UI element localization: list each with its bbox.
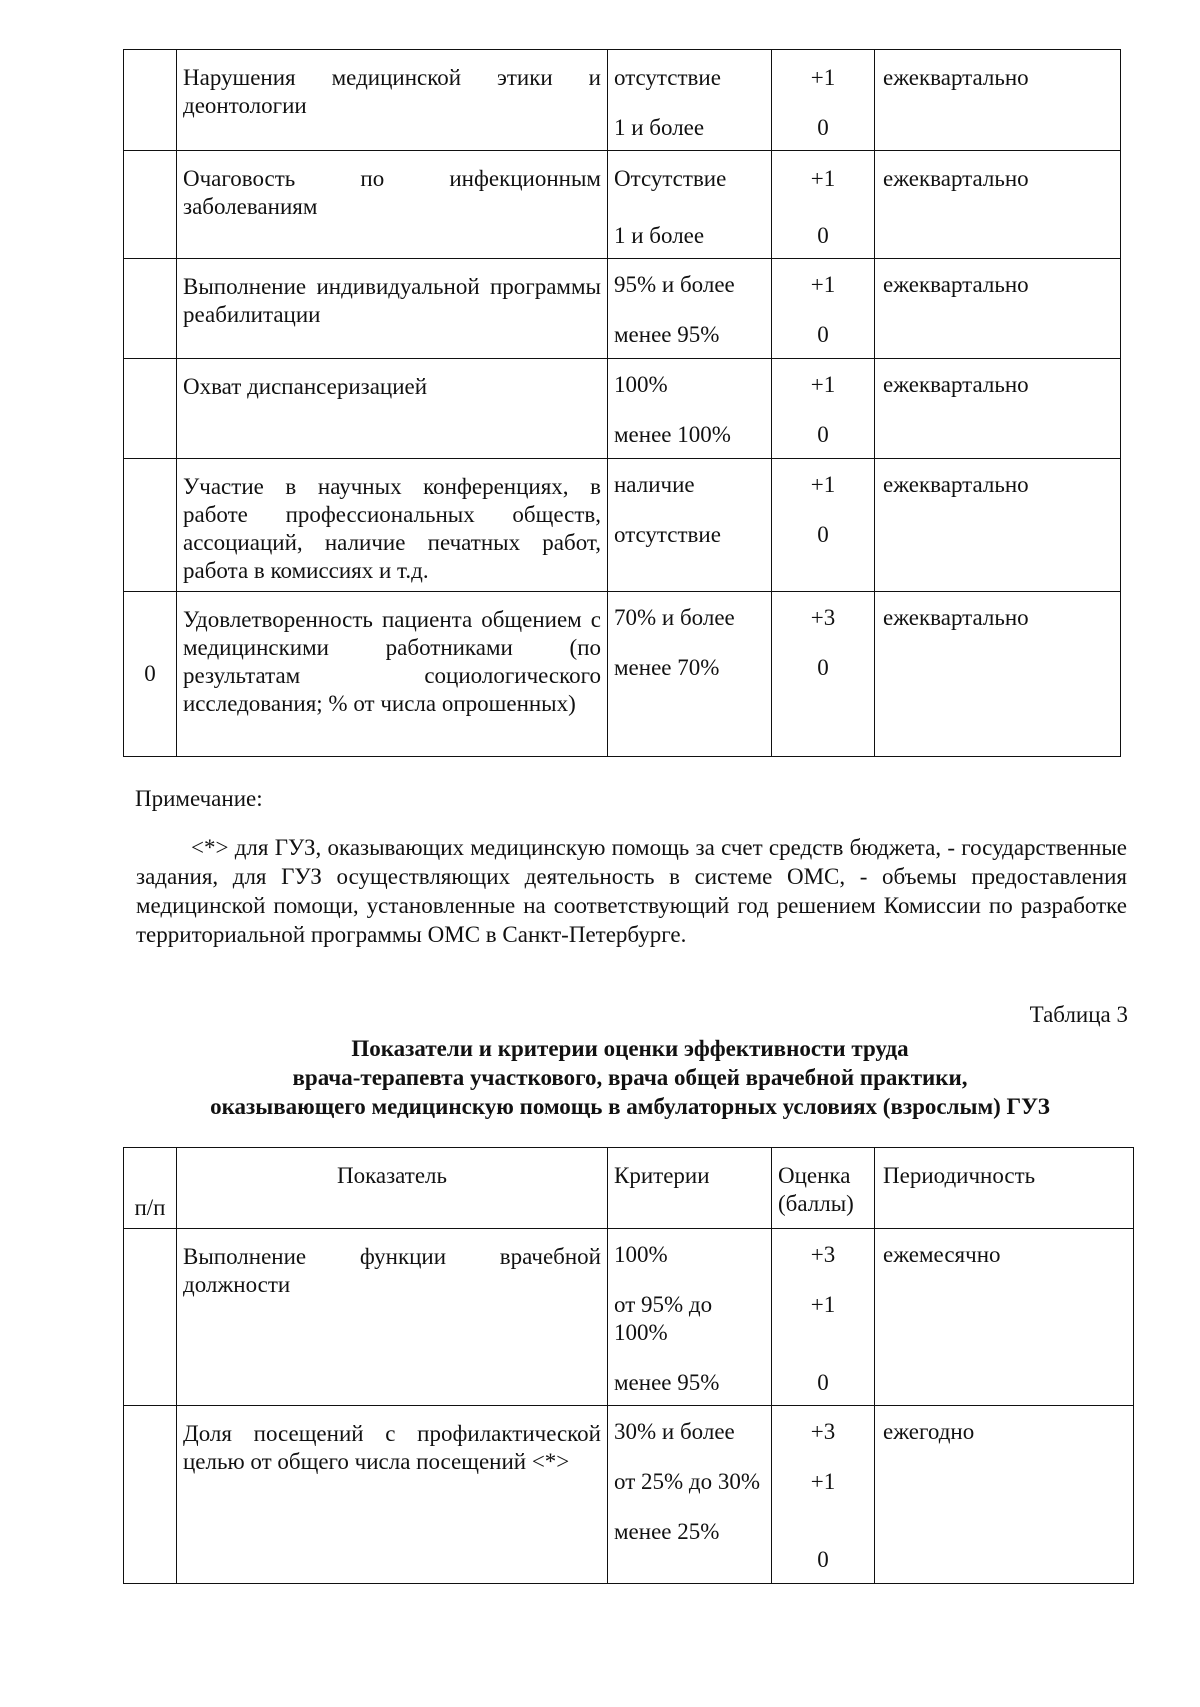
score-value: +1 [810, 166, 836, 191]
score-value: 0 [817, 1547, 829, 1572]
indicator-text: Охват диспансеризацией [183, 374, 428, 399]
indicator-text: Доля посещений с профилактической целью от общего числа посещений <*> [183, 1421, 601, 1474]
header-num: п/п [124, 1148, 177, 1229]
criteria-cell [608, 1229, 772, 1406]
row-number [124, 1406, 177, 1584]
criterion-label: менее 95% [614, 322, 720, 347]
row-number [124, 50, 177, 151]
criteria-cell [608, 151, 772, 259]
score-value: 0 [817, 322, 829, 347]
indicator-cell [177, 592, 608, 757]
score-value: 0 [817, 1370, 829, 1395]
indicator-cell [177, 359, 608, 459]
score-value: +1 [810, 372, 836, 397]
criterion-label: Отсутствие [614, 166, 727, 191]
period-cell [875, 259, 1121, 359]
criteria-cell [608, 359, 772, 459]
indicator-cell [177, 151, 608, 259]
score-value: 0 [817, 522, 829, 547]
period-cell [875, 50, 1121, 151]
criteria-table-continued [123, 49, 1121, 757]
indicator-cell [177, 259, 608, 359]
score-value: +1 [810, 1292, 836, 1317]
score-value: 0 [817, 223, 829, 248]
score-value: +3 [810, 1242, 836, 1267]
criterion-label: 100% [614, 372, 668, 397]
period-value: ежеквартально [883, 166, 1029, 191]
score-value: 0 [817, 655, 829, 680]
score-value: +1 [810, 1469, 836, 1494]
header-period: Периодичность [875, 1148, 1134, 1229]
score-cell [772, 1406, 875, 1584]
indicator-text: Очаговость по инфекционным заболеваниям [183, 166, 601, 219]
period-value: ежеквартально [883, 65, 1029, 90]
criteria-cell [608, 459, 772, 592]
note-label: Примечание: [135, 786, 263, 811]
row-number: 0 [124, 592, 177, 757]
criterion-label: менее 95% [614, 1370, 720, 1395]
row-number [124, 151, 177, 259]
table-row [124, 359, 1121, 459]
criterion-label: менее 70% [614, 655, 720, 680]
indicator-text: Удовлетворенность пациента общением с медицинскими работниками (по результатам социологического исследования; % от числа опрошенных) [183, 607, 601, 716]
row-number [124, 1229, 177, 1406]
table-row [124, 151, 1121, 259]
criterion-label: отсутствие [614, 65, 721, 90]
title-line: врача-терапевта участкового, врача общей врачебной практики, [292, 1065, 968, 1090]
criterion-label: наличие [614, 472, 695, 497]
score-cell [772, 1229, 875, 1406]
table-header-row [124, 1148, 1134, 1229]
period-value: ежеквартально [883, 272, 1029, 297]
table-title [120, 1034, 1140, 1121]
criterion-label: 30% и более [614, 1419, 735, 1444]
criteria-cell [608, 50, 772, 151]
table-row [124, 50, 1121, 151]
criterion-label: 1 и более [614, 223, 705, 248]
score-value: 0 [817, 115, 829, 140]
period-value: ежемесячно [883, 1242, 1001, 1267]
header-score: Оценка (баллы) [772, 1148, 875, 1229]
score-cell [772, 50, 875, 151]
indicator-cell [177, 50, 608, 151]
title-line: Показатели и критерии оценки эффективности труда [351, 1036, 909, 1061]
score-value: +1 [810, 472, 836, 497]
score-cell [772, 259, 875, 359]
row-number [124, 359, 177, 459]
row-number [124, 259, 177, 359]
score-cell [772, 459, 875, 592]
criterion-label: от 25% до 30% [614, 1469, 761, 1494]
period-value: ежеквартально [883, 605, 1029, 630]
criterion-label: 95% и более [614, 272, 735, 297]
table-row [124, 459, 1121, 592]
indicator-cell [177, 459, 608, 592]
note-text: <*> для ГУЗ, оказывающих медицинскую помощь за счет средств бюджета, - государственные задания, для ГУЗ осуществляющих деятельность в системе ОМС, - объемы предоставления медицинской помощи, установленные на соответствующий год решением Комиссии по разработке территориальной программы ОМС в Санкт-Петербурге. [136, 835, 1127, 947]
criterion-label: 70% и более [614, 605, 735, 630]
score-value: +3 [810, 605, 836, 630]
score-value: +1 [810, 272, 836, 297]
criterion-label: отсутствие [614, 522, 721, 547]
criteria-cell [608, 592, 772, 757]
table-row [124, 592, 1121, 757]
criterion-label: менее 100% [614, 422, 731, 447]
table-row [124, 1406, 1134, 1584]
period-cell [875, 592, 1121, 757]
title-line: оказывающего медицинскую помощь в амбулаторных условиях (взрослым) ГУЗ [210, 1094, 1050, 1119]
period-cell [875, 359, 1121, 459]
indicator-text: Участие в научных конференциях, в работе профессиональных обществ, ассоциаций, наличие печатных работ, работа в комиссиях и т.д. [183, 474, 601, 583]
indicator-text: Нарушения медицинской этики и деонтологии [183, 65, 601, 118]
header-criteria: Критерии [608, 1148, 772, 1229]
criteria-cell [608, 1406, 772, 1584]
criterion-label: от 95% до 100% [614, 1292, 713, 1345]
row-number [124, 459, 177, 592]
criterion-label: менее 25% [614, 1519, 720, 1544]
table-number-label: Таблица 3 [1029, 1002, 1128, 1027]
period-cell [875, 1406, 1134, 1584]
period-value: ежеквартально [883, 472, 1029, 497]
score-cell [772, 359, 875, 459]
score-value: +1 [810, 65, 836, 90]
criteria-cell [608, 259, 772, 359]
score-cell [772, 151, 875, 259]
indicator-cell [177, 1229, 608, 1406]
criteria-table-3 [123, 1147, 1134, 1584]
score-value: 0 [817, 422, 829, 447]
header-indicator: Показатель [177, 1148, 608, 1229]
criterion-label: 100% [614, 1242, 668, 1267]
score-value: +3 [810, 1419, 836, 1444]
period-cell [875, 459, 1121, 592]
period-cell [875, 151, 1121, 259]
period-value: ежеквартально [883, 372, 1029, 397]
table-row [124, 1229, 1134, 1406]
period-cell [875, 1229, 1134, 1406]
indicator-text: Выполнение индивидуальной программы реабилитации [183, 274, 601, 327]
indicator-text: Выполнение функции врачебной должности [183, 1244, 601, 1297]
score-cell [772, 592, 875, 757]
table-row [124, 259, 1121, 359]
indicator-cell [177, 1406, 608, 1584]
period-value: ежегодно [883, 1419, 975, 1444]
criterion-label: 1 и более [614, 115, 705, 140]
